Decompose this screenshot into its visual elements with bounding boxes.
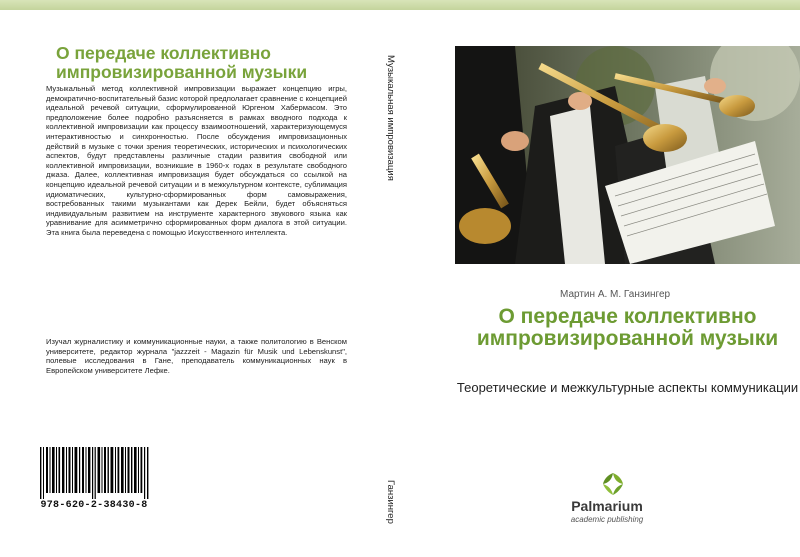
spine-author: Ганзингер (385, 480, 396, 524)
spine-title: Музыкальная импровизация (385, 55, 396, 181)
front-author: Мартин А. М. Ганзингер (560, 289, 671, 300)
barcode-block (30, 445, 158, 519)
publisher-tagline: academic publishing (570, 515, 644, 524)
brass-musicians-photo (455, 46, 800, 264)
front-subtitle: Теоретические и межкультурные аспекты коммуникации (456, 380, 799, 395)
top-bar (0, 0, 800, 10)
front-title: О передаче коллективно импровизированной музыки (476, 305, 779, 350)
publisher-name: Palmarium (571, 498, 643, 514)
palmarium-leaf-icon (600, 471, 626, 497)
back-cover-description: Музыкальный метод коллективной импровизации выражает концепцию игры, демократично-воспитательный базис которой предполагает сравнение с концепцией идеальной речевой ситуации, сформулированной Юргеном Хабермасом. Это предположение более подробно разъясняется в рамках вводного подхода к коллективной импровизации как процессу взаимоотношений, характеризующемуся интерактивностью и синхронностью. После обсуждения импровизационных действий в музыке с точки зрения теоретических, исторических и психологических аспектов, будут представлены различные стадии развития свободной или коллективной импровизации, возникшие в 1960-х годах в результате свободного джаза. Далее, коллективная импровизация будет обсуждаться со ссылкой на концепцию идеальной речевой ситуации и в межкультурном контексте, сублимация идиоматических, культурно-сформированных форм самовыражения, востребованных такими музыкантами как Дерек Бейли, будет объясняться индивидуальным развитием на инструменте характерного звукового языка как уравнивание для асимметрично сформированных форм диалога в этой ситуации. Эта книга была переведена с помощью Искусственного интеллекта. (46, 84, 347, 237)
cover-photo (455, 46, 800, 264)
back-cover-title: О передаче коллективно импровизированной музыки (56, 43, 308, 82)
barcode-icon (38, 447, 150, 499)
publisher-logo (552, 471, 662, 531)
author-bio: Изучал журналистику и коммуникационные науки, а также политологию в Венском университете, редактор журнала "jazzzeit - Magazin für Musik und Lebenskunst", полевые исследования в Гане, преподаватель коммуникационных наук в Европейском университете Лефке. (46, 337, 347, 375)
isbn: 978-620-2-38430-8 (40, 500, 148, 511)
